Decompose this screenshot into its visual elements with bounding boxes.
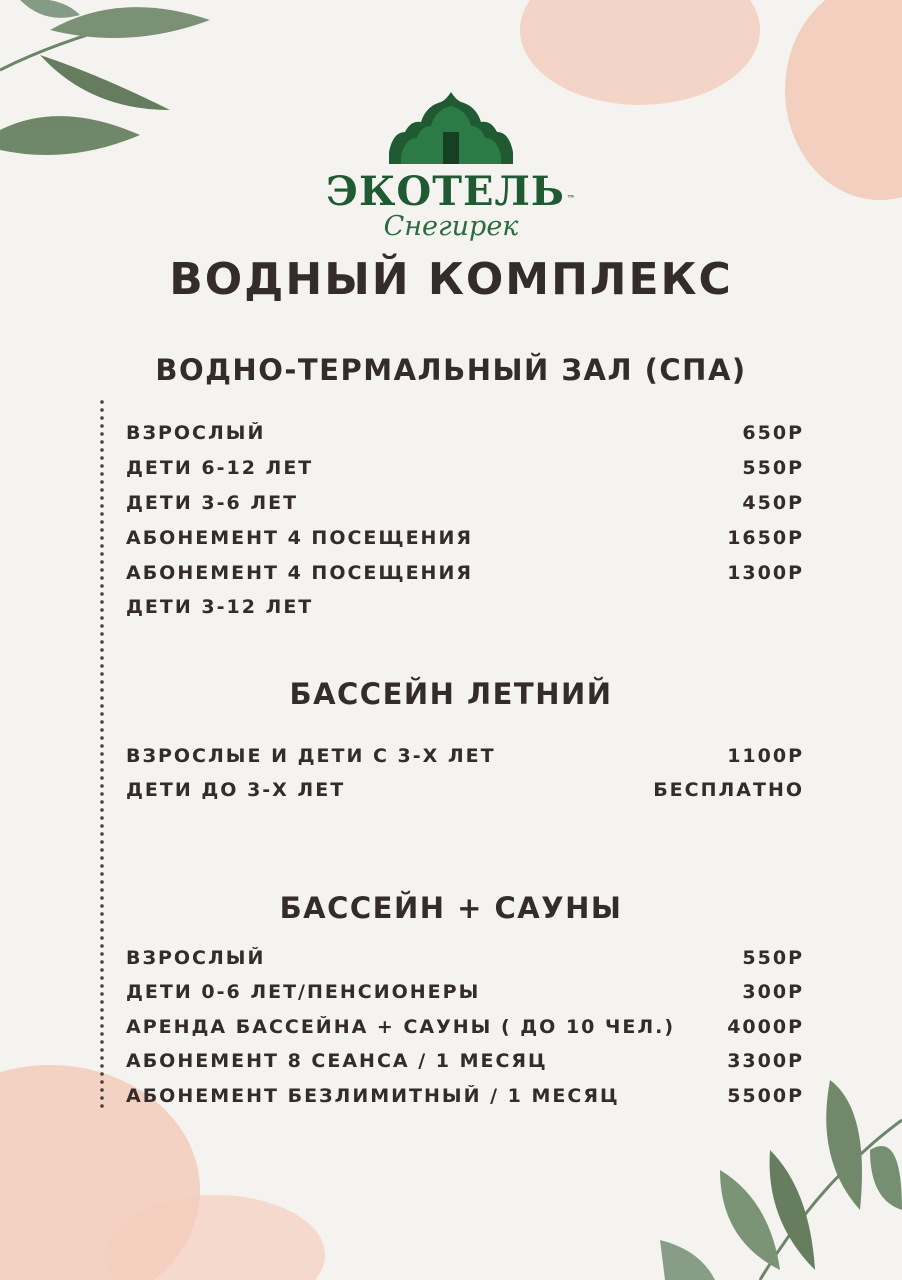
peach-blob-top <box>520 0 760 105</box>
price-row: ДЕТИ 0-6 ЛЕТ/ПЕНСИОНЕРЫ 300Р <box>126 981 804 1003</box>
price-row: АБОНЕМЕНТ 4 ПОСЕЩЕНИЯ 1650Р <box>126 527 804 549</box>
price-row: АБОНЕМЕНТ БЕЗЛИМИТНЫЙ / 1 МЕСЯЦ 5500Р <box>126 1085 804 1107</box>
price-row: АБОНЕМЕНТ 4 ПОСЕЩЕНИЯ 1300Р <box>126 562 804 584</box>
price-row: АРЕНДА БАССЕЙНА + САУНЫ ( ДО 10 ЧЕЛ.) 4000Р <box>126 1016 804 1038</box>
price-row: ВЗРОСЛЫЙ 550Р <box>126 947 804 969</box>
section-title-pool-saunas: БАССЕЙН + САУНЫ <box>279 891 623 925</box>
hotel-logo <box>0 92 902 168</box>
section-title-spa: ВОДНО-ТЕРМАЛЬНЫЙ ЗАЛ (СПА) <box>155 353 747 387</box>
dome-icon <box>381 92 521 168</box>
price-row: ДЕТИ 3-12 ЛЕТ <box>126 596 314 618</box>
price-row: ДЕТИ ДО 3-Х ЛЕТ БЕСПЛАТНО <box>126 779 804 801</box>
dotted-divider <box>99 398 105 1108</box>
price-row: ВЗРОСЛЫЕ И ДЕТИ С 3-Х ЛЕТ 1100Р <box>126 745 804 767</box>
price-row: ДЕТИ 6-12 ЛЕТ 550Р <box>126 457 804 479</box>
price-row: ВЗРОСЛЫЙ 650Р <box>126 422 804 444</box>
price-row: АБОНЕМЕНТ 8 СЕАНСА / 1 МЕСЯЦ 3300Р <box>126 1050 804 1072</box>
brand-name: ЭКОТЕЛЬ ™ <box>326 168 576 215</box>
price-row: ДЕТИ 3-6 ЛЕТ 450Р <box>126 492 804 514</box>
page-title: ВОДНЫЙ КОМПЛЕКС <box>169 254 733 305</box>
section-title-summer-pool: БАССЕЙН ЛЕТНИЙ <box>289 677 613 711</box>
brand-subtitle: Снегирек <box>383 211 519 242</box>
